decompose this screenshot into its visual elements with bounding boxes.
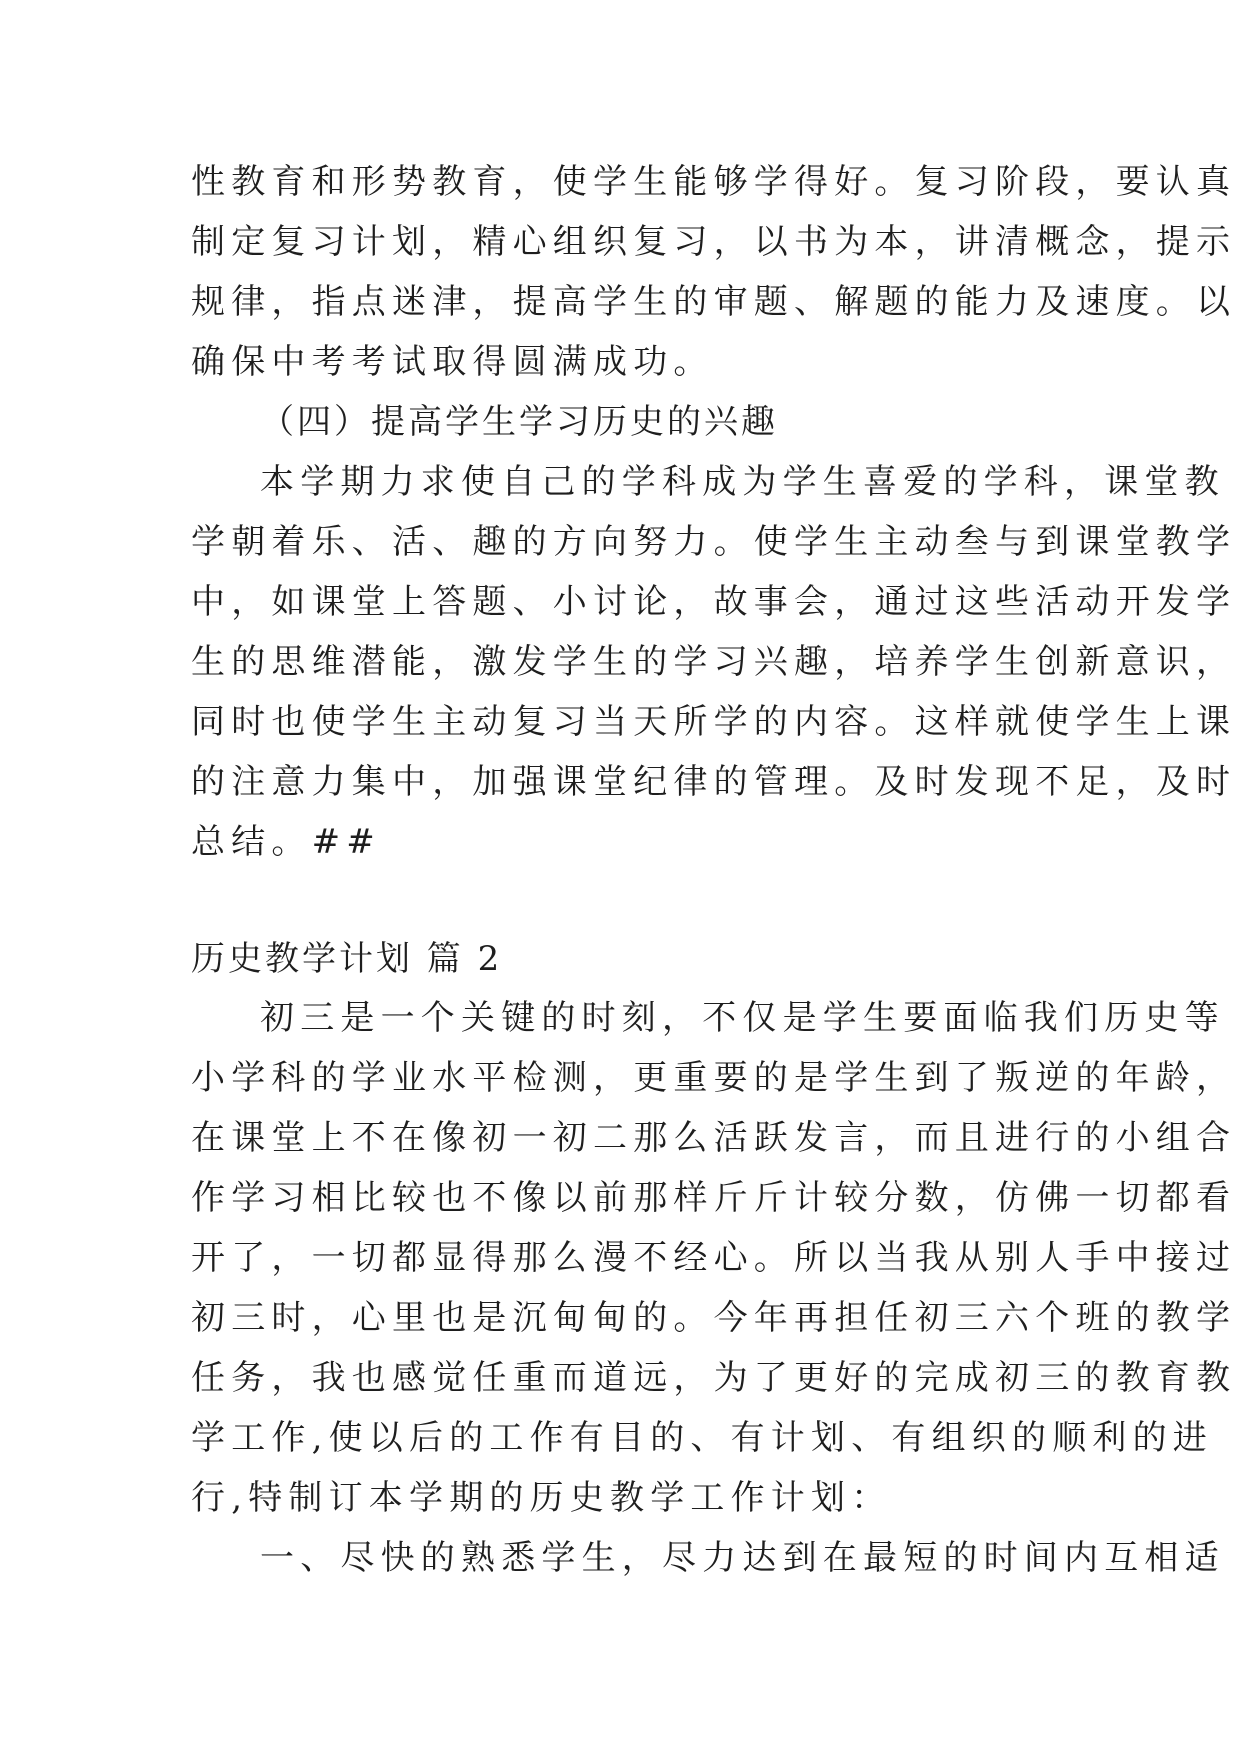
paragraph-line: 确保中考考试取得圆满成功。 (191, 342, 714, 382)
paragraph-line: 本学期力求使自己的学科成为学生喜爱的学科，课堂教 (260, 462, 1225, 502)
section-title: 历史教学计划 篇 2 (191, 939, 503, 979)
paragraph-line: 一、尽快的熟悉学生，尽力达到在最短的时间内互相适 (260, 1538, 1225, 1578)
paragraph-line: 制定复习计划，精心组织复习，以书为本，讲清概念，提示 (191, 222, 1237, 262)
paragraph-line: 的注意力集中，加强课堂纪律的管理。及时发现不足，及时 (191, 762, 1237, 802)
paragraph-line: 学工作,使以后的工作有目的、有计划、有组织的顺利的进 (191, 1418, 1214, 1458)
paragraph-line: 规律，指点迷津，提高学生的审题、解题的能力及速度。以 (191, 282, 1237, 322)
paragraph-line: 作学习相比较也不像以前那样斤斤计较分数，仿佛一切都看 (191, 1178, 1237, 1218)
paragraph-line: 行,特制订本学期的历史教学工作计划： (191, 1478, 892, 1518)
paragraph-line: 初三时，心里也是沉甸甸的。今年再担任初三六个班的教学 (191, 1298, 1237, 1338)
paragraph-line: 中，如课堂上答题、小讨论，故事会，通过这些活动开发学 (191, 582, 1237, 622)
paragraph-line: 总结。## (191, 822, 381, 862)
paragraph-line: 任务，我也感觉任重而道远，为了更好的完成初三的教育教 (191, 1358, 1237, 1398)
paragraph-line: 在课堂上不在像初一初二那么活跃发言，而且进行的小组合 (191, 1118, 1237, 1158)
paragraph-line: 生的思维潜能，激发学生的学习兴趣，培养学生创新意识， (191, 642, 1237, 682)
paragraph-line: 开了，一切都显得那么漫不经心。所以当我从别人手中接过 (191, 1238, 1237, 1278)
paragraph-line: 同时也使学生主动复习当天所学的内容。这样就使学生上课 (191, 702, 1237, 742)
paragraph-line: 学朝着乐、活、趣的方向努力。使学生主动叁与到课堂教学 (191, 522, 1237, 562)
paragraph-line: 初三是一个关键的时刻，不仅是学生要面临我们历史等 (260, 998, 1225, 1038)
paragraph-line: 小学科的学业水平检测，更重要的是学生到了叛逆的年龄， (191, 1058, 1237, 1098)
paragraph-line: 性教育和形势教育，使学生能够学得好。复习阶段，要认真 (191, 162, 1237, 202)
subheading: （四）提高学生学习历史的兴趣 (260, 402, 778, 442)
